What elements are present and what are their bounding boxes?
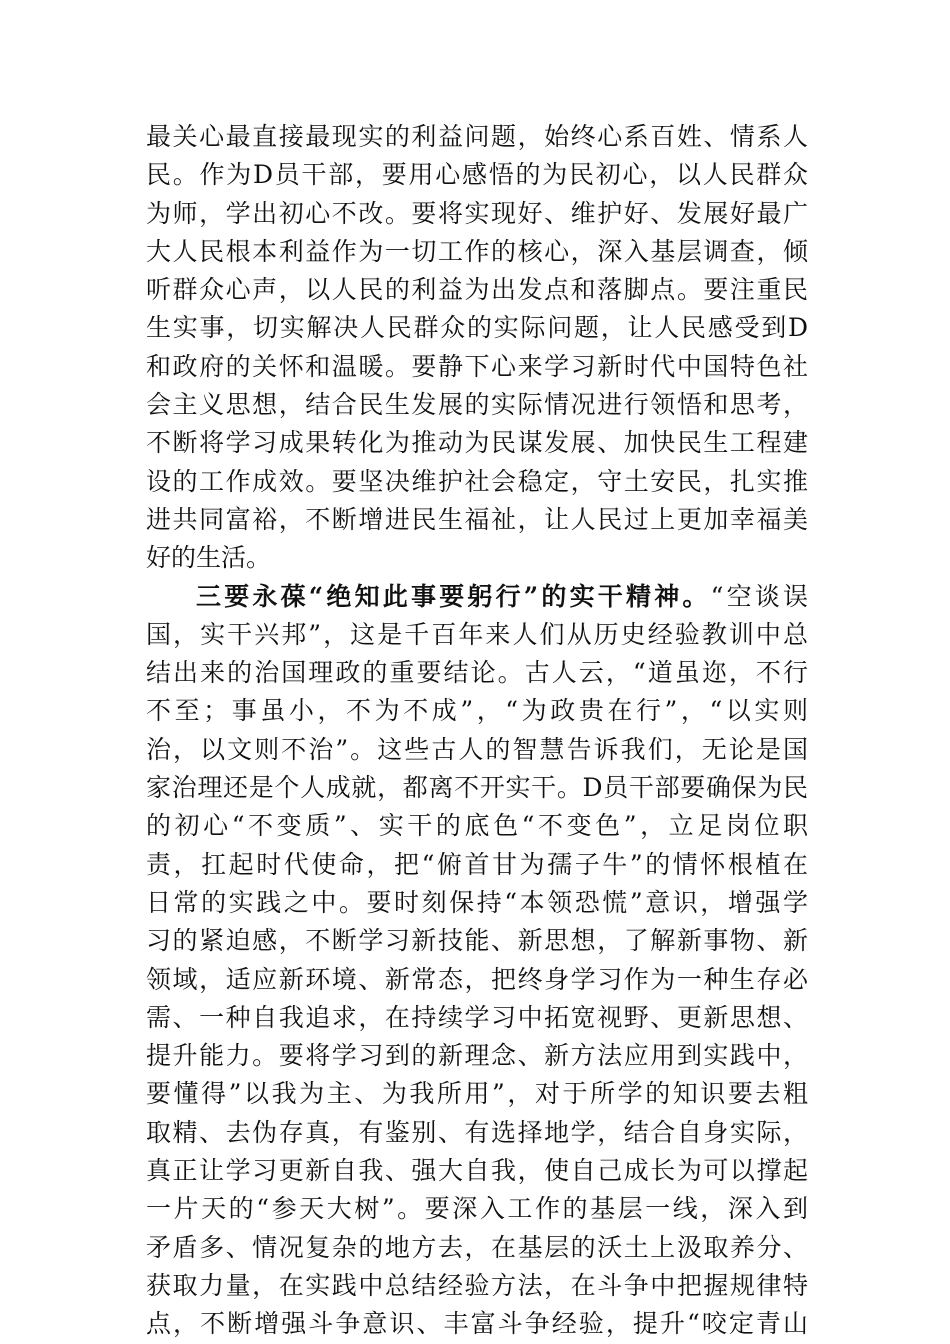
text-line: 领域，适应新环境、新常态，把终身学习作为一种生存必 — [146, 964, 808, 994]
section-heading: 三要永葆“绝知此事要躬行”的实干精神。 — [196, 581, 711, 611]
text-line: 家治理还是个人成就，都离不开实干。D员干部要确保为民 — [146, 773, 808, 803]
text-line: 的初心“不变质”、实干的底色“不变色”，立足岗位职 — [146, 811, 808, 841]
text-line: 好的生活。 — [146, 543, 272, 573]
text-line: 需、一种自我追求，在持续学习中拓宽视野、更新思想、 — [146, 1002, 808, 1032]
text-line: 会主义思想，结合民生发展的实际情况进行领悟和思考， — [146, 390, 808, 420]
text-line: 不断将学习成果转化为推动为民谋发展、加快民生工程建 — [146, 428, 808, 458]
text-line: 生实事，切实解决人民群众的实际问题，让人民感受到D — [146, 313, 808, 343]
text-line: 不至；事虽小，不为不成”，“为政贵在行”，“以实则 — [146, 696, 808, 726]
text-line: 大人民根本利益作为一切工作的核心，深入基层调查，倾 — [146, 236, 808, 266]
text-line: 责，扛起时代使命，把“俯首甘为孺子牛”的情怀根植在 — [146, 849, 808, 879]
text-line: 要懂得”以我为主、为我所用”，对于所学的知识要去粗 — [146, 1079, 808, 1109]
text-line: 一片天的“参天大树”。要深入工作的基层一线，深入到 — [146, 1194, 808, 1224]
paragraph-2 — [146, 578, 808, 1344]
body-text — [146, 118, 808, 1344]
text-line: 国，实干兴邦”，这是千百年来人们从历史经验教训中总 — [146, 619, 808, 649]
heading-trailing-text: “空谈误 — [710, 581, 808, 611]
text-line: 民。作为D员干部，要用心感悟的为民初心，以人民群众 — [146, 160, 808, 190]
text-line: 提升能力。要将学习到的新理念、新方法应用到实践中， — [146, 1041, 808, 1071]
text-line: 听群众心声，以人民的利益为出发点和落脚点。要注重民 — [146, 275, 808, 305]
text-line: 矛盾多、情况复杂的地方去，在基层的沃土上汲取养分、 — [146, 1232, 808, 1262]
text-line: 进共同富裕，不断增进民生福祉，让人民过上更加幸福美 — [146, 504, 808, 534]
text-line: 最关心最直接最现实的利益问题，始终心系百姓、情系人 — [146, 122, 808, 151]
text-line: 日常的实践之中。要时刻保持“本领恐慌”意识，增强学 — [146, 887, 808, 917]
text-line: 真正让学习更新自我、强大自我，使自己成长为可以撑起 — [146, 1156, 808, 1186]
text-line: 习的紧迫感，不断学习新技能、新思想，了解新事物、新 — [146, 926, 808, 956]
text-line: 点，不断增强斗争意识、丰富斗争经验，提升“咬定青山 — [146, 1309, 808, 1339]
paragraph-1 — [146, 118, 808, 578]
text-line: 和政府的关怀和温暖。要静下心来学习新时代中国特色社 — [146, 351, 808, 381]
text-line: 取精、去伪存真，有鉴别、有选择地学，结合自身实际， — [146, 1117, 808, 1147]
text-line: 设的工作成效。要坚决维护社会稳定，守土安民，扎实推 — [146, 466, 808, 496]
text-line: 获取力量，在实践中总结经验方法，在斗争中把握规律特 — [146, 1270, 808, 1300]
paragraph-first-line — [146, 578, 808, 616]
text-line: 为师，学出初心不改。要将实现好、维护好、发展好最广 — [146, 198, 808, 228]
text-line: 结出来的治国理政的重要结论。古人云，“道虽迩，不行 — [146, 658, 808, 688]
text-line: 治，以文则不治”。这些古人的智慧告诉我们，无论是国 — [146, 734, 808, 764]
